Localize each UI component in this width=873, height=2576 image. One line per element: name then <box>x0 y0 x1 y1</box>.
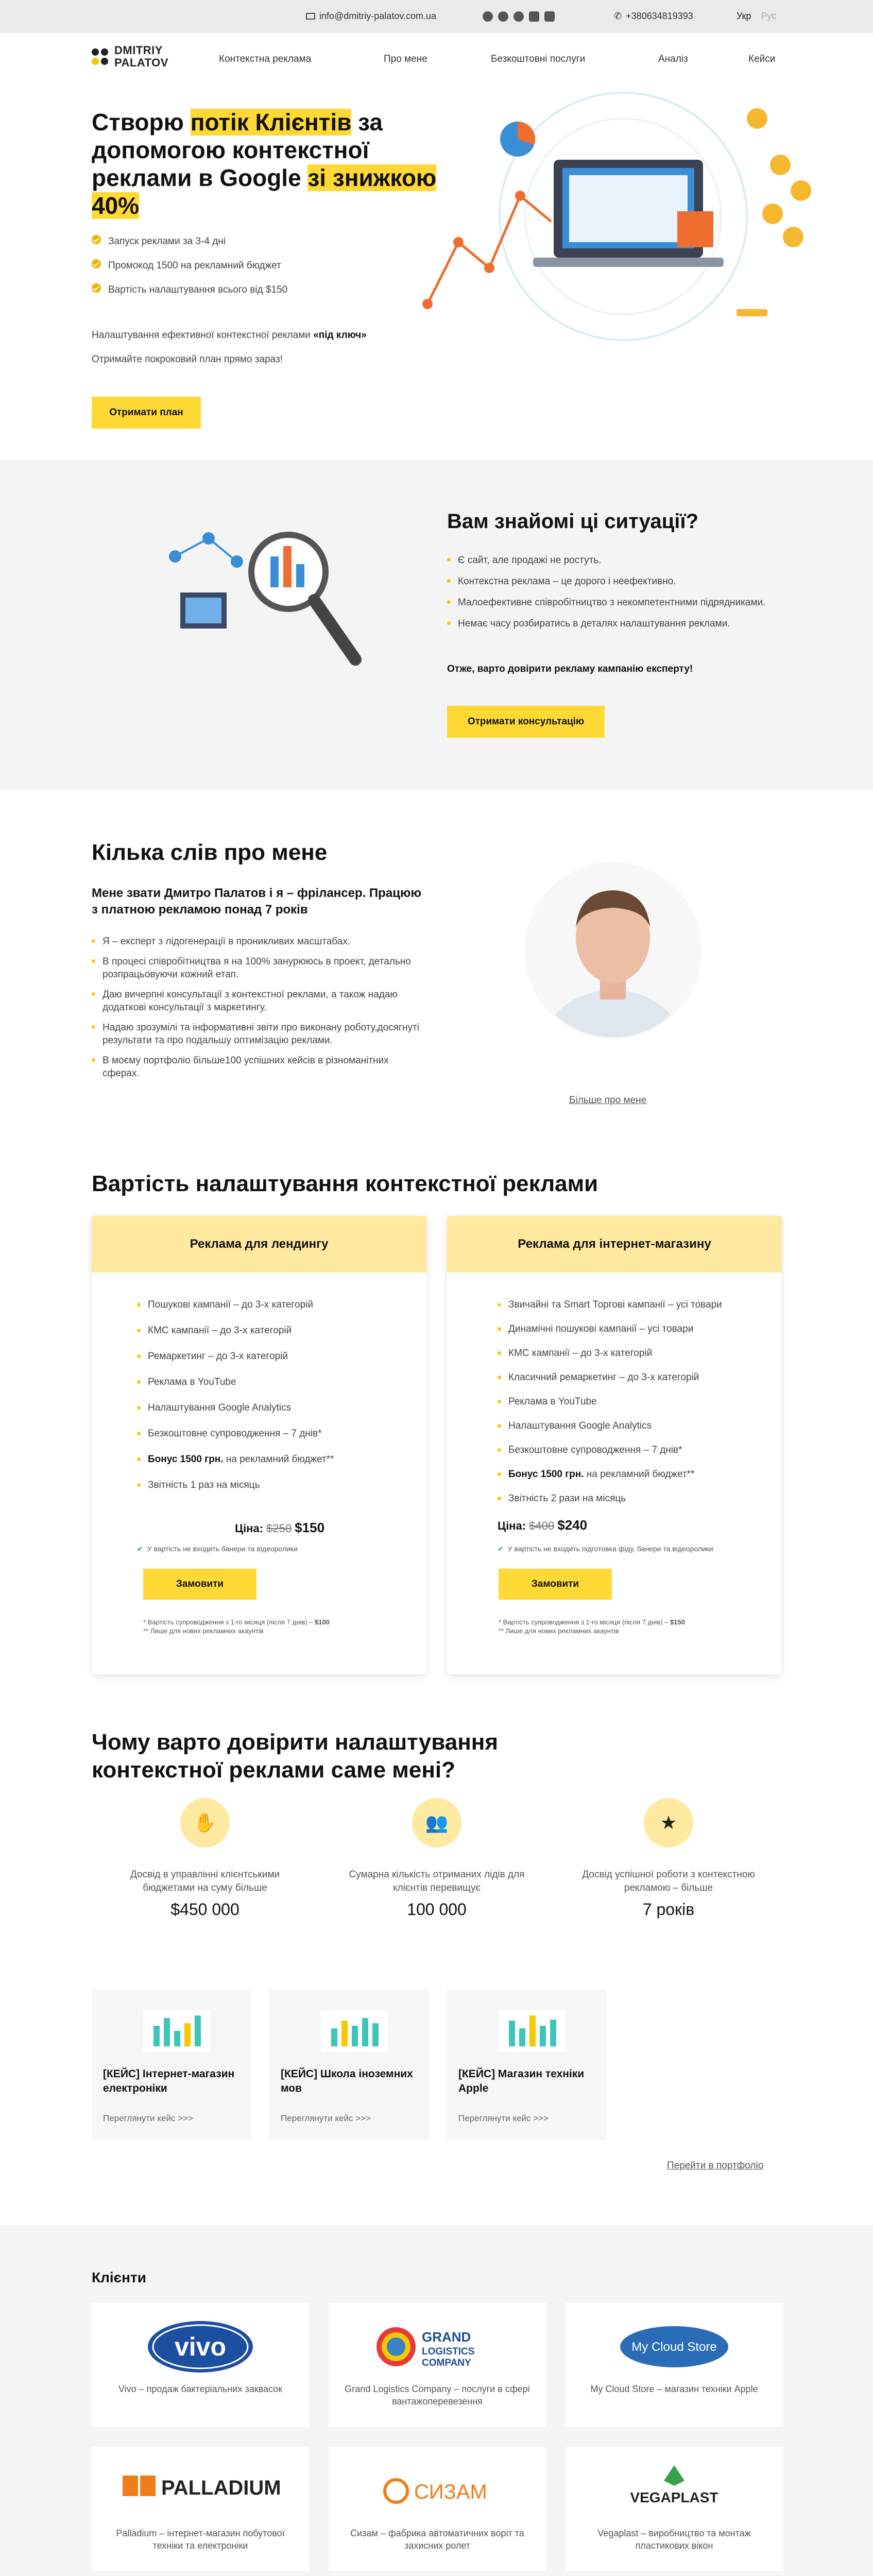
lang-switch <box>737 11 776 22</box>
hero-illustration <box>402 88 834 366</box>
about-item: Надаю зрозумілі та інформативні звіти про виконану роботу,досягнуті результати та про подальшу оптимізацію реклами. <box>92 1021 421 1047</box>
client-logo <box>373 2463 502 2519</box>
telegram-icon[interactable] <box>483 11 493 22</box>
pricing-feature: Динамічні пошукові кампанії – усі товари <box>498 1323 722 1335</box>
money-hand-icon: ✋ <box>180 1798 230 1848</box>
about-list <box>92 935 421 1080</box>
check-icon <box>92 283 101 293</box>
case-chart-image <box>493 2000 571 2057</box>
price-note: ✔ У вартість не входить банери та відеоролики <box>137 1545 298 1553</box>
more-about-link[interactable]: Більше про мене <box>569 1095 647 1106</box>
svg-text:vivo: vivo <box>174 2332 227 2361</box>
pricing-features <box>498 1298 722 1505</box>
pricing-feature: Ремаркетинг – до 3-х категорій <box>137 1350 334 1363</box>
check-icon <box>92 259 101 268</box>
about-item: В моєму портфоліо більше100 успішних кейсів в різноманітних сферах. <box>92 1054 421 1080</box>
topbar-email[interactable]: info@dmitriy-palatov.com.ua <box>306 11 436 22</box>
client-card: GRAND LOGISTICS COMPANY Grand Logistics Company – послуги в сфері вантажоперевезення <box>329 2303 546 2427</box>
price: Ціна: $400 $240 <box>498 1517 588 1533</box>
situations-list <box>447 554 766 630</box>
top-bar <box>0 0 873 33</box>
case-card[interactable]: [КЕЙС] Інтернет-магазин електроніки Переглянути кейс >>> <box>92 1990 251 2140</box>
logo[interactable]: DMITRIY PALATOV <box>92 44 168 69</box>
pricing-feature: Бонус 1500 грн. на рекламний бюджет** <box>498 1468 722 1481</box>
check-icon: ✔ <box>137 1545 143 1553</box>
about-item: Я – експерт з лідогенерації в проникливих масштабах. <box>92 935 421 948</box>
mail-icon <box>306 13 315 20</box>
whatsapp-icon[interactable] <box>513 11 524 22</box>
nav-analysis[interactable]: Аналіз <box>658 54 688 64</box>
lang-ua[interactable]: Укр <box>737 11 751 21</box>
case-card[interactable]: [КЕЙС] Школа іноземних мов Переглянути кейс >>> <box>269 1990 429 2140</box>
lang-ru[interactable]: Рус <box>761 11 777 21</box>
svg-text:СИЗАМ: СИЗАМ <box>414 2481 487 2503</box>
situation-item: Є сайт, але продажі не ростуть. <box>447 554 766 567</box>
client-card: VEGAPLAST Vegaplast – виробництво та монтаж пластикових вікон <box>566 2447 783 2571</box>
case-card[interactable]: [КЕЙС] Магазин техніки Apple Переглянути кейс >>> <box>447 1990 607 2140</box>
logo-icon <box>92 48 108 65</box>
people-icon: 👥 <box>412 1798 461 1848</box>
why-stat: ★ Досвід успішної роботи з контекстною рекламою – більше 7 років <box>555 1798 782 1919</box>
portfolio-link[interactable]: Перейти в портфоліо <box>667 2160 764 2171</box>
facebook-icon[interactable] <box>544 11 555 22</box>
svg-text:VEGAPLAST: VEGAPLAST <box>630 2489 718 2505</box>
nav-free-services[interactable]: Безкоштовні послуги <box>491 54 586 64</box>
why-stat: 👥 Сумарна кількість отриманих лідів для клієнтів перевищує 100 000 <box>323 1798 550 1919</box>
pricing-feature: Пошукові кампанії – до 3-х категорій <box>137 1298 334 1311</box>
pricing-feature: Безкоштовне супроводження – 7 днів* <box>137 1427 334 1440</box>
situation-item: Немає часу розбиратись в деталях налаштування реклами. <box>447 617 766 630</box>
pricing-footnotes: * Вартість супроводження з 1-го місяця (після 7 днів) – $150 ** Лише для нових рекламних акаунтів <box>499 1618 685 1635</box>
check-icon: ✔ <box>498 1545 504 1553</box>
about-item: В процесі співробітництва я на 100% занурююсь в проект, детально розпрацьовуючи кожний етап. <box>92 955 421 981</box>
about-title: Кілька слів про мене <box>92 840 328 865</box>
nav-cases[interactable]: Кейси <box>748 54 776 64</box>
pricing-feature: КМС кампанії – до 3-х категорій <box>498 1347 722 1360</box>
analytics-illustration <box>160 515 366 670</box>
phone-icon: ✆ <box>614 11 622 21</box>
about-lead: Мене звати Дмитро Палатов і я – фрілансер. Працюю з платною рекламою понад 7 років <box>92 886 421 917</box>
pricing-card-head: Реклама для інтернет-магазину <box>447 1216 782 1273</box>
price-note: ✔ У вартість не входить підготовка фіду, банери та відеоролики <box>498 1545 713 1553</box>
client-logo <box>610 2460 739 2519</box>
check-icon <box>92 235 101 244</box>
hero-title: Створю потік Клієнтів за допомогою контекстної реклами в Google зі знижкою 40% <box>92 109 437 219</box>
pricing-feature: Реклама в YouTube <box>498 1395 722 1408</box>
hero-bullet: Промокод 1500 на рекламний бюджет <box>92 259 287 272</box>
situations-title: Вам знайомі ці ситуації? <box>447 510 699 533</box>
client-card: СИЗАМ Сизам – фабрика автоматичних воріт та захисних ролет <box>329 2447 546 2571</box>
pricing-feature: КМС кампанії – до 3-х категорій <box>137 1324 334 1337</box>
pricing-feature: Звітність 2 рази на місяць <box>498 1492 722 1505</box>
author-photo <box>523 860 703 1041</box>
why-stat: ✋ Досвід в управлінні клієнтськими бюджетами на суму більше $450 000 <box>92 1798 318 1919</box>
topbar-phone[interactable]: ✆ +380634819393 <box>614 11 693 21</box>
client-logo <box>146 2318 254 2375</box>
svg-text:GRAND: GRAND <box>422 2329 471 2345</box>
hero-note: Налаштування ефективної контекстної реклами «під ключ» <box>92 330 367 341</box>
hero-bullet: Запуск реклами за 3-4 дні <box>92 235 287 248</box>
clients-title: Клієнти <box>92 2269 146 2285</box>
svg-text:PALLADIUM: PALLADIUM <box>161 2477 281 2499</box>
get-consultation-button[interactable]: Отримати консультацію <box>447 706 605 738</box>
pricing-card-landing <box>92 1216 426 1674</box>
pricing-feature: Безкоштовне супроводження – 7 днів* <box>498 1444 722 1456</box>
pricing-card-head: Реклама для лендингу <box>92 1216 426 1273</box>
situation-item: Малоефективне співробітництво з некомпетентними підрядниками. <box>447 596 766 609</box>
situation-item: Контекстна реклама – це дорого і неефективно. <box>447 575 766 588</box>
pricing-title: Вартість налаштування контекстної реклами <box>92 1171 598 1196</box>
nav-about[interactable]: Про мене <box>384 54 427 64</box>
client-card: vivo Vivo – продаж бактеріальних заквасок <box>92 2303 309 2427</box>
case-chart-image <box>316 2000 393 2057</box>
client-logo <box>117 2463 282 2519</box>
pricing-feature: Налаштування Google Analytics <box>498 1419 722 1432</box>
client-card: PALLADIUM Palladium – інтернет-магазин побутової техніки та електроніки <box>92 2447 309 2571</box>
pricing-feature: Класичний ремаркетинг – до 3-х категорій <box>498 1371 722 1384</box>
case-link[interactable]: Переглянути кейс >>> <box>281 2113 371 2123</box>
hero-bullets <box>92 235 287 296</box>
hero-note2: Отримайте покроковий план прямо зараз! <box>92 354 283 365</box>
viber-icon[interactable] <box>498 11 508 22</box>
pricing-feature: Реклама в YouTube <box>137 1376 334 1388</box>
hero-bullet: Вартість налаштування всього від $150 <box>92 283 287 296</box>
pricing-feature: Звітність 1 раз на місяць <box>137 1479 334 1492</box>
client-logo <box>610 2318 739 2375</box>
main-nav <box>219 54 785 69</box>
pricing-features <box>137 1298 334 1492</box>
svg-text:My Cloud Store: My Cloud Store <box>631 2340 717 2354</box>
get-plan-button[interactable]: Отримати план <box>92 397 201 429</box>
svg-text:COMPANY: COMPANY <box>422 2358 471 2368</box>
order-button[interactable]: Замовити <box>143 1569 256 1600</box>
client-logo <box>373 2318 502 2375</box>
youtube-icon[interactable] <box>529 11 539 22</box>
about-item: Даю вичерпні консультації з контекстної реклами, а також надаю додаткові консультації з маркетингу. <box>92 988 421 1014</box>
pricing-card-shop <box>447 1216 782 1674</box>
pricing-footnotes: * Вартість супроводження з 1-го місяця (після 7 днів) – $100 ** Лише для нових рекламних акаунтів <box>143 1618 330 1635</box>
pricing-feature: Бонус 1500 грн. на рекламний бюджет** <box>137 1453 334 1466</box>
client-card: My Cloud Store My Cloud Store – магазин техніки Apple <box>566 2303 783 2427</box>
situations-cta: Отже, варто довірити рекламу кампанію експерту! <box>447 664 693 674</box>
why-stats <box>92 1798 782 1942</box>
nav-context-ads[interactable]: Контекстна реклама <box>219 54 312 64</box>
case-chart-image <box>138 2000 215 2057</box>
case-link[interactable]: Переглянути кейс >>> <box>458 2113 549 2123</box>
social-links <box>483 11 555 22</box>
pricing-feature: Налаштування Google Analytics <box>137 1401 334 1414</box>
pricing-feature: Звичайні та Smart Торгові кампанії – усі товари <box>498 1298 722 1311</box>
why-title: Чому варто довірити налаштування контекстної реклами саме мені? <box>92 1730 499 1783</box>
price: Ціна: $250 $150 <box>235 1520 325 1535</box>
case-link[interactable]: Переглянути кейс >>> <box>103 2113 194 2123</box>
svg-text:LOGISTICS: LOGISTICS <box>422 2346 475 2357</box>
order-button[interactable]: Замовити <box>499 1569 612 1600</box>
star-icon: ★ <box>644 1798 693 1848</box>
